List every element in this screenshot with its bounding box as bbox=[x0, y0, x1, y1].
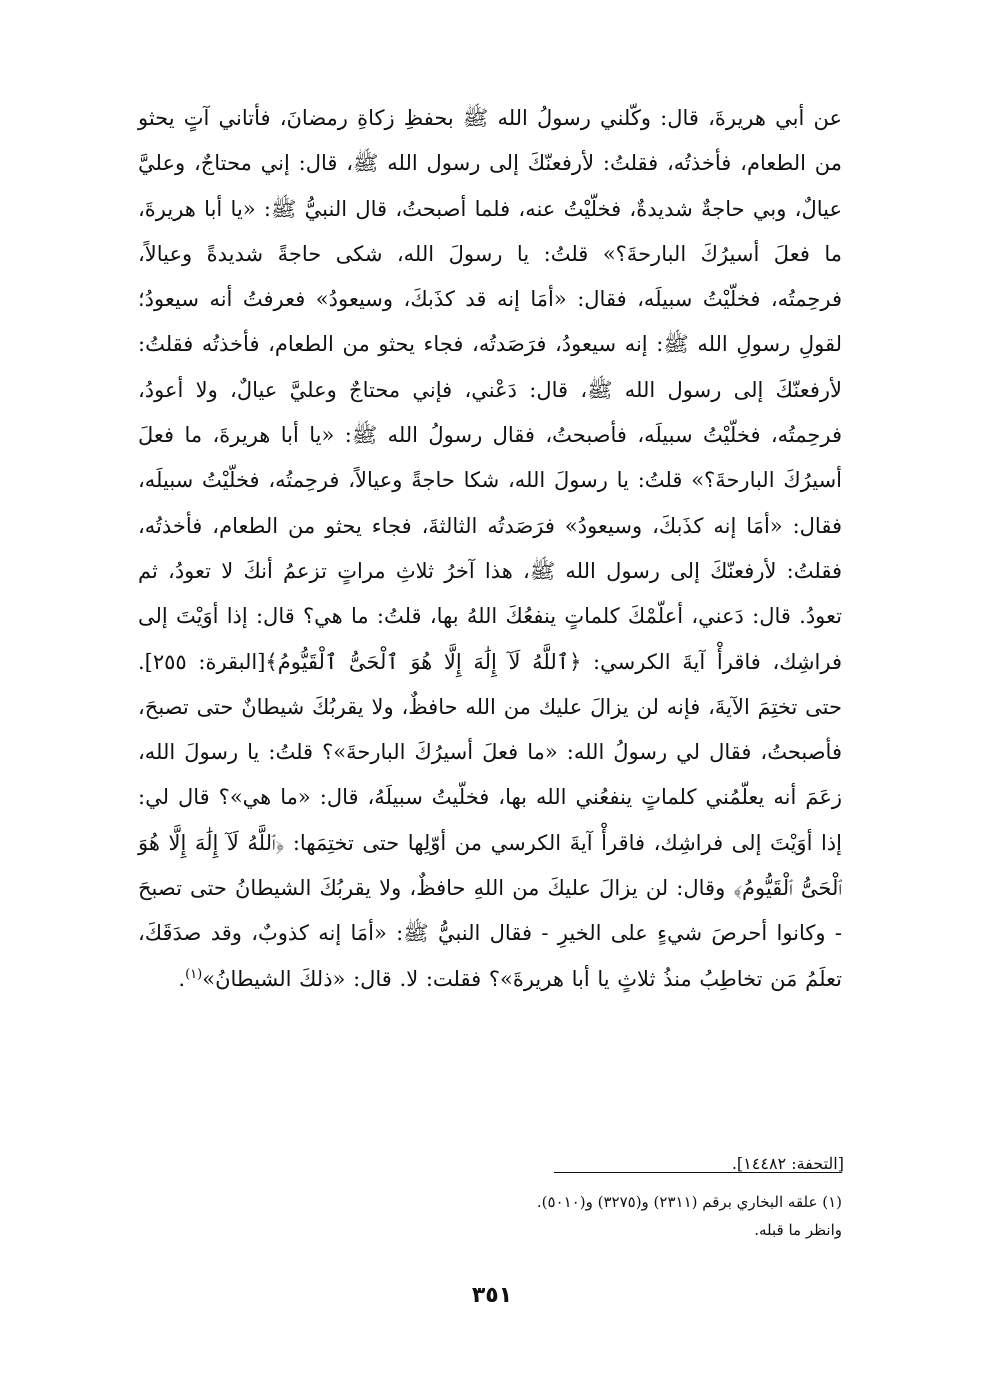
hadith-end: . bbox=[178, 966, 186, 991]
tuhfa-reference: [التحفة: ١٤٤٨٢]. bbox=[731, 1154, 844, 1173]
page-number: ٣٥١ bbox=[471, 1283, 513, 1308]
footnote-divider bbox=[554, 1172, 842, 1173]
hadith-body: عن أبي هريرةَ، قال: وكّلني رسولُ الله ﷺ بحفظِ زكاةِ رمضانَ، فأتاني آتٍ يحثو من الطعام، فأخذتُه، فقلتُ: لأرفعنّكَ إلى رسول الله ﷺ، قال: إني محتاجٌ، وعليَّ عيالٌ، وبي حاجةٌ شديدةٌ، فخلّيْتُ عنه، فلما أصبحتُ، قال النبيُّ ﷺ: «يا أبا هريرةَ، ما فعلَ أسيرُكَ البارحةَ؟» قلتُ: يا رسولَ الله، شكى حاجةً شديدةً وعيالاً، فرحِمتُه، فخلّيْتُ سبيلَه، فقال: «أمَا إنه قد كذَبكَ، وسيعودُ» فعرفتُ أنه سيعودُ؛ لقولِ رسولِ الله ﷺ: إنه سيعودُ، فرَصَدتُه، فجاء يحثو من الطعام، فأخذتُه فقلتُ: لأرفعنّكَ إلى رسول الله ﷺ، قال: دَعْني، فإني محتاجٌ وعليَّ عيالٌ، ولا أعودُ، فرحِمتُه، فخلّيْتُ سبيلَه، فأصبحتُ، فقال رسولُ الله ﷺ: «يا أبا هريرةَ، ما فعلَ أسيرُكَ البارحةَ؟» قلتُ: يا رسولَ الله، شكا حاجةً وعيالاً، فرحِمتُه، فخلّيْتُ سبيلَه، فقال: «أمَا إنه كذَبكَ، وسيعودُ» فرَصَدتُه الثالثةَ، فجاء يحثو من الطعام، فأخذتُه، فقلتُ: لأرفعنّكَ إلى رسول الله ﷺ، هذا آخرُ ثلاثِ مراتٍ تزعمُ أنكَ لا تعودُ، ثم تعودُ. قال: دَعني، أعلّمْكَ كلماتٍ ينفعُكَ اللهُ بها، قلتُ: ما هي؟ قال: إذا أوَيْتَ إلى فراشِك، فاقرأْ آيةَ الكرسي: ﴿ٱللَّهُ لَآ إِلَٰهَ إِلَّا هُوَ ٱلْحَىُّ ٱلْقَيُّومُ﴾[البقرة: ٢٥٥]. حتى تختِمَ الآيةَ، فإنه لن يزالَ عليك من الله حافظٌ، ولا يقربُكَ شيطانٌ حتى تصبحَ، فأصبحتُ، فقال لي رسولُ الله: «ما فعلَ أسيرُكَ البارحةَ»؟ قلتُ: يا رسولَ الله، زعَمَ أنه يعلّمُني كلماتٍ ينفعُني الله بها، فخلّيتُ سبيلَهُ، قال: «ما هي»؟ قال لي: إذا أوَيْتَ إلى فراشِك، فاقرأْ آيةَ الكرسي من أوّلِها حتى تختِمَها: ﴿ٱللَّهُ لَآ إِلَٰهَ إِلَّا هُوَ ٱلْحَىُّ ٱلْقَيُّومُ﴾ وقال: لن يزالَ عليكَ من اللهِ حافظٌ، ولا يقربُكَ الشيطانُ حتى تصبحَ - وكانوا أحرصَ شيءٍ على الخيرِ - فقال النبيُّ ﷺ: «أمَا إنه كذوبٌ، وقد صدَقَكَ، تعلَمُ مَن تخاطِبُ منذُ ثلاثٍ يا أبا هريرةَ»؟ فقلت: لا. قال: «ذلكَ الشيطانُ» bbox=[138, 106, 842, 991]
footnote-1: (١) علقه البخاري برقم (٢٣١١) و(٣٢٧٥) و(٥٠١٠). bbox=[536, 1193, 842, 1211]
footnotes bbox=[342, 1188, 842, 1244]
hadith-text bbox=[138, 96, 842, 1002]
footnote-1-continuation: وانظر ما قبله. bbox=[754, 1221, 842, 1239]
footnote-marker: (١) bbox=[185, 966, 203, 982]
